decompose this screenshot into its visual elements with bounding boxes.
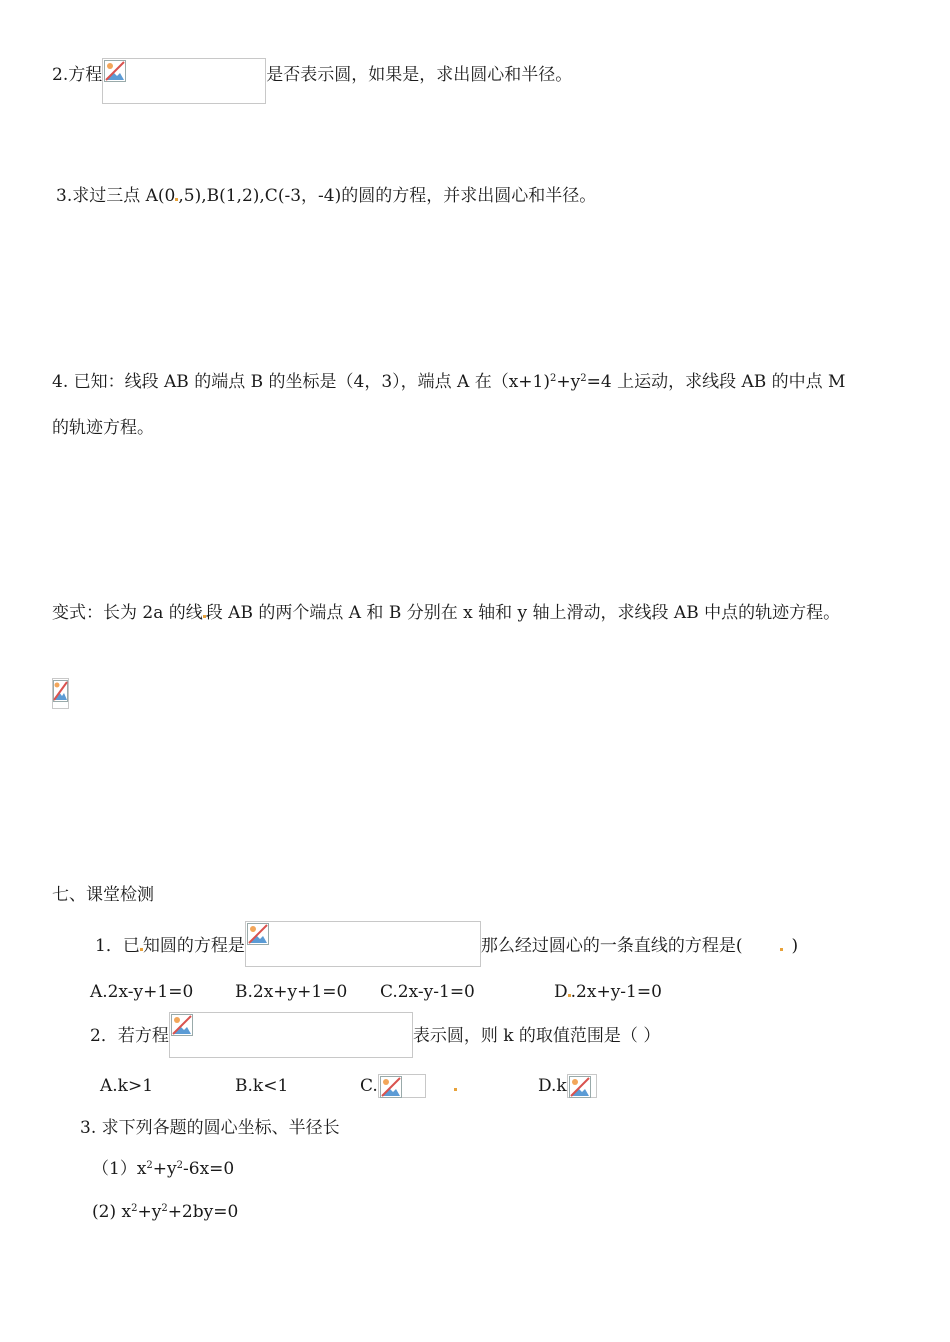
equation-image: [169, 1012, 413, 1058]
broken-image-icon: [104, 60, 126, 82]
q2-suffix: 是否表示圆，如果是，求出圆心和半径。: [266, 65, 573, 85]
check-q1-close: ): [791, 936, 799, 956]
broken-image-icon: [247, 923, 269, 945]
check-question-3: 3. 求下列各题的圆心坐标、半径长: [80, 1118, 340, 1138]
q2-prefix: 2.方程: [52, 65, 103, 85]
check-question-2: [90, 1024, 660, 1070]
variant-question: [52, 601, 840, 625]
check-q3-part-1: [92, 1157, 234, 1181]
q3-p2-c: +2by=0: [167, 1202, 239, 1222]
check-q1-option-b: B.2x+y+1=0: [235, 982, 348, 1002]
q3-p2-a: (2) x: [92, 1202, 132, 1222]
check-q2-option-d-label: D.k: [538, 1076, 567, 1096]
mark-dot: [454, 1088, 457, 1091]
broken-image-icon: [53, 680, 68, 702]
check-q2-option-a: A.k>1: [100, 1076, 154, 1096]
broken-image-icon: [171, 1014, 193, 1036]
equation-image: [102, 58, 266, 104]
variant-text-b: 段 AB 的两个端点 A 和 B 分别在 x 轴和 y 轴上滑动，求线段 AB 中点的轨迹方程。: [205, 603, 841, 623]
check-q2-option-c-label: C.: [360, 1076, 378, 1096]
check-q1-prefix-a: 1．已: [95, 936, 140, 956]
check-q1-option-d-b: .2x+y-1=0: [570, 982, 662, 1002]
q3-p2-sup2: 2: [161, 1203, 168, 1214]
figure-image: [52, 678, 69, 709]
check-q1-option-a: A.2x-y+1=0: [90, 982, 194, 1002]
check-q2-option-b: B.k<1: [235, 1076, 289, 1096]
q3-p1-b: +y: [152, 1159, 177, 1179]
check-q1-prefix-b: 知圆的方程是: [142, 936, 245, 956]
question-3: [56, 184, 596, 208]
check-q1-option-c: C.2x-y-1=0: [380, 982, 475, 1002]
section-7-title: 七、课堂检测: [52, 885, 154, 905]
mark-dot: [780, 948, 783, 951]
check-q2-suffix: 表示圆，则 k 的取值范围是（ ）: [412, 1026, 661, 1046]
q3-p2-sup1: 2: [131, 1203, 138, 1214]
check-q3-part-2: [92, 1200, 238, 1224]
q4-sup-1: 2: [550, 373, 557, 384]
q3-p2-b: +y: [137, 1202, 162, 1222]
q4-text-b: +y: [556, 372, 581, 392]
check-q1-option-d-a: D: [554, 982, 568, 1002]
check-question-1: [95, 934, 798, 980]
check-q2-prefix: 2．若方程: [90, 1026, 169, 1046]
equation-image: [245, 921, 481, 967]
broken-image-icon: [380, 1076, 402, 1098]
q4-text-c: =4 上运动，求线段 AB 的中点 M: [586, 372, 846, 392]
q4-sup-2: 2: [580, 373, 587, 384]
question-4-line1: [52, 370, 845, 394]
check-q1-suffix: 那么经过圆心的一条直线的方程是(: [480, 936, 743, 956]
check-q1-option-d: [554, 980, 662, 1004]
broken-image-icon: [569, 1076, 591, 1098]
option-image: [378, 1074, 426, 1098]
variant-text-a: 变式：长为 2a 的线: [52, 603, 203, 623]
question-2: [52, 63, 572, 109]
q3-text-b: ,5),B(1,2),C(-3，-4)的圆的方程，并求出圆心和半径。: [178, 186, 597, 206]
question-4-line2: 的轨迹方程。: [52, 418, 154, 438]
q3-p1-sup1: 2: [146, 1160, 153, 1171]
check-q2-option-c: [360, 1074, 457, 1098]
q3-p1-sup2: 2: [176, 1160, 184, 1171]
q3-p1-a: （1）x: [92, 1159, 147, 1179]
q3-text-a: 3.求过三点 A(0: [56, 186, 176, 206]
option-image: [567, 1074, 597, 1098]
q4-text-a: 4. 已知：线段 AB 的端点 B 的坐标是（4，3），端点 A 在（x+1): [52, 372, 550, 392]
q3-p1-c: -6x=0: [183, 1159, 235, 1179]
check-q2-option-d: [538, 1074, 597, 1098]
